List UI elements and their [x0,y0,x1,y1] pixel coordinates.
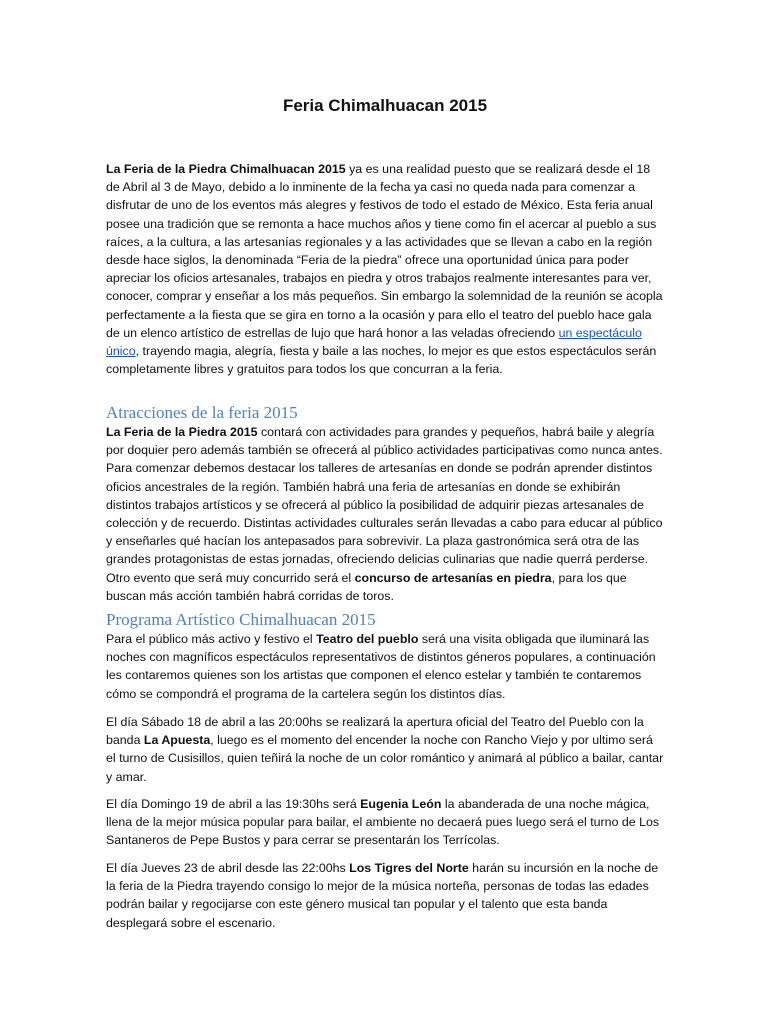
intro-paragraph [106,160,664,378]
espectaculo-link[interactable]: un espectáculo único [106,325,642,359]
intro-text: ya es una realidad puesto que se realizará desde el 18 de Abril al 3 de Mayo, debido a lo inminente de la fecha ya casi no queda nada para comenzar a disfrutar de uno de los eventos más alegres y festivos de todo el estado de México. Esta feria anual posee una tradición que se remonta a hace muchos años y tiene como fin el acercar al pueblo a sus raíces, a la cultura, a las artesanías regionales y a las actividades que se llevan a cabo en la región desde hace siglos, la denominada “Feria de la piedra” ofrece una oportunidad única para poder apreciar los oficios artesanales, trabajos en piedra y otros trabajos realmente interesantes para ver, conocer, comprar y enseñar a los más pequeños. Sin embargo la solemnidad de la reunión se acopla perfectamente a la fiesta que se gira en torno a la ocasión y para ello el teatro del pueblo hace gala de un elenco artístico de estrellas de lujo que hará honor a las veladas ofreciendo [106,162,663,340]
jueves-text-end: harán su incursión en la noche de la feria de la Piedra trayendo consigo lo mejor de la música norteña, personas de todas las edades podrán bailar y regocijarse con este género musical tan popular y el talento que esta banda desplegará sobre el escenario. [106,861,659,930]
intro-text-end: , trayendo magia, alegría, fiesta y baile a las noches, lo mejor es que estos espectáculos serán completamente libres y gratuitos para todos los que concurran a la feria. [106,344,657,377]
programa-heading: Programa Artístico Chimalhuacan 2015 [106,610,376,629]
sabado-text-end: , luego es el momento del encender la noche con Rancho Viejo y por ultimo será el turno de Cusisillos, quien teñirá la noche de un color romántico y animará al público a bailar, cantar y amar. [106,733,664,784]
jueves-text: El día Jueves 23 de abril desde las 22:00hs [106,861,350,875]
jueves-paragraph [106,859,664,932]
domingo-text: El día Domingo 19 de abril a las 19:30hs será [106,797,361,811]
atracciones-bold-text: La Feria de la Piedra 2015 [106,425,258,439]
domingo-text-end: la abanderada de una noche mágica, llena de la mejor música popular para bailar, el ambiente no decaerá pues luego será el turno de Los Santaneros de Pepe Bustos y para cerrar se presentarán los Terrícolas. [106,797,660,848]
document-title: Feria Chimalhuacan 2015 [282,96,488,115]
la-apuesta-bold-text: La Apuesta [143,733,211,748]
domingo-paragraph [106,795,664,850]
teatro-bold-text: Teatro del pueblo [316,632,419,646]
atracciones-text: contará con actividades para grandes y pequeños, habrá baile y alegría por doquier pero además también se ofrecerá al público actividades participativas como nunca antes. Para comenzar debemos destacar los talleres de artesanías en donde se podrán aprender distintos oficios ancestrales de la región. También habrá una feria de artesanías en donde se exhibirán distintos trabajos artísticos y se ofrecerá al público la posibilidad de adquirir piezas artesanales de colección y de recuerdo. Distintas actividades culturales serán llevadas a cabo para educar al público y enseñarles qué hacían los antepasados para sobrevivir. La plaza gastronómica será otra de las grandes protagonistas de estas jornadas, ofreciendo delicias culinarias que nadie querrá perderse. Otro evento que será muy concurrido será el [106,425,663,585]
sabado-paragraph [106,713,664,786]
intro-bold-text: La Feria de la Piedra Chimalhuacan 2015 [106,162,346,176]
eugenia-leon-bold-text: Eugenia León [360,797,442,811]
atracciones-text-end: , para los que buscan más acción también habrá corridas de toros. [106,570,627,603]
tigres-del-norte-bold-text: Los Tigres del Norte [349,861,469,875]
concurso-bold-text: concurso de artesanías en piedra [354,570,552,585]
programa-intro-text-end: será una visita obligada que iluminará las noches con magníficos espectáculos representativos de distintos géneros populares, a continuación les contaremos quienes son los artistas que componen el elenco estelar y también te contaremos cómo se compondrá el programa de la cartelera según los distintos días. [106,632,656,701]
programa-intro-text: Para el público más activo y festivo el [106,632,317,646]
sabado-text: El día Sábado 18 de abril a las 20:00hs se realizará la apertura oficial del Teatro del Pueblo con la banda [106,715,644,748]
atracciones-heading: Atracciones de la feria 2015 [106,403,298,422]
atracciones-paragraph [106,423,664,605]
programa-intro-paragraph [106,630,664,703]
